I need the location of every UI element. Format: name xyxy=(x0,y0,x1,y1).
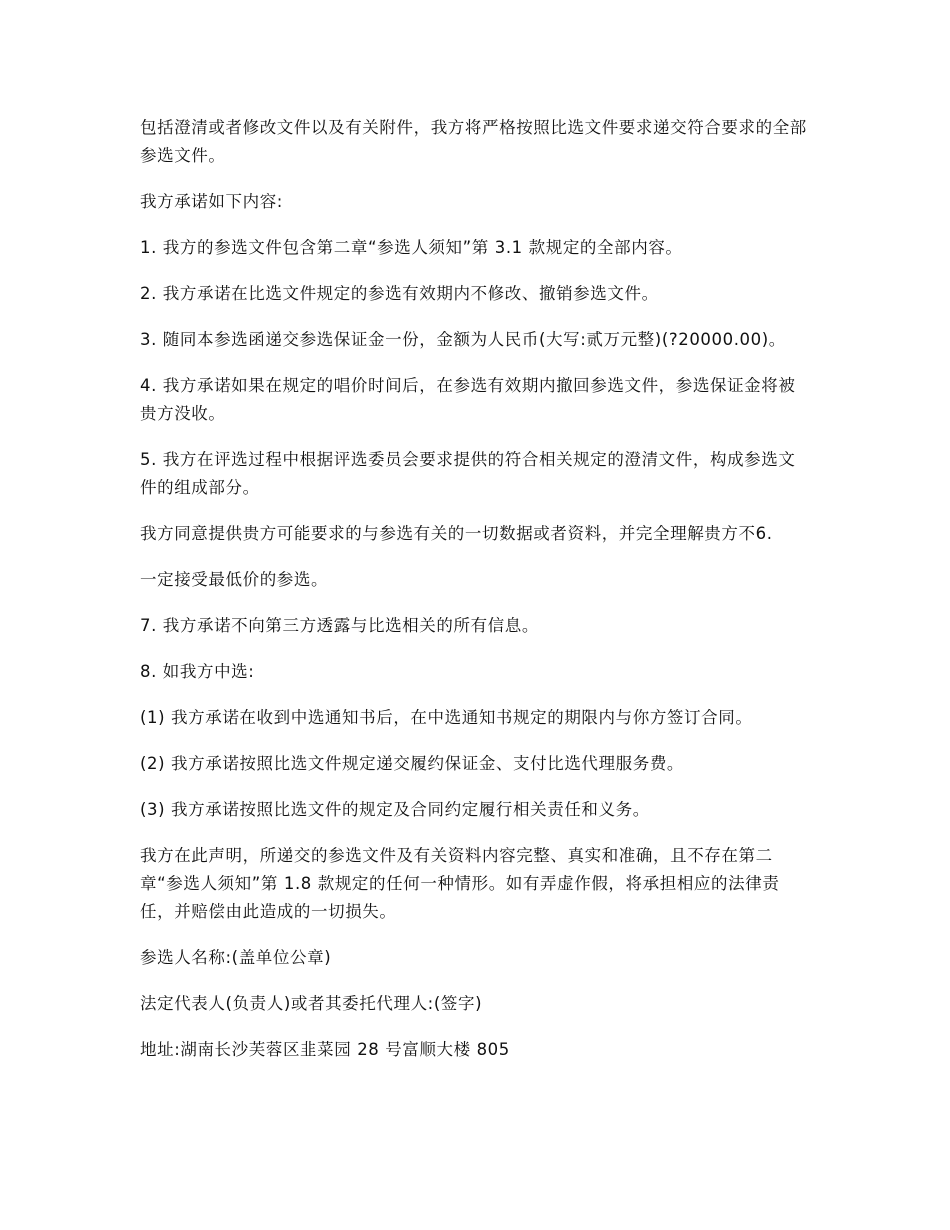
paragraph-applicant-name: 参选人名称:(盖单位公章) xyxy=(140,948,332,967)
paragraph-item-5: 5. 我方在评选过程中根据评选委员会要求提供的符合相关规定的澄清文件，构成参选文件的组成部分。 xyxy=(140,450,796,497)
paragraph-item-4: 4. 我方承诺如果在规定的唱价时间后，在参选有效期内撤回参选文件，参选保证金将被贵方没收。 xyxy=(140,376,796,423)
paragraph-item-2: 2. 我方承诺在比选文件规定的参选有效期内不修改、撤销参选文件。 xyxy=(140,284,659,303)
paragraph-item-7: 7. 我方承诺不向第三方透露与比选相关的所有信息。 xyxy=(140,616,539,635)
paragraph-attachments: 包括澄清或者修改文件以及有关附件，我方将严格按照比选文件要求递交符合要求的全部参选文件。 xyxy=(140,118,807,165)
paragraph-item-1: 1. 我方的参选文件包含第二章“参选人须知”第 3.1 款规定的全部内容。 xyxy=(140,238,683,257)
paragraph-item-8: 8. 如我方中选: xyxy=(140,662,255,681)
paragraph-declaration: 我方在此声明，所递交的参选文件及有关资料内容完整、真实和准确，且不存在第二章“参选人须知”第 1.8 款规定的任何一种情形。如有弄虚作假，将承担相应的法律责任，并赔偿由此造成的一切损失。 xyxy=(140,846,780,921)
paragraph-subitem-2: (2) 我方承诺按照比选文件规定递交履约保证金、支付比选代理服务费。 xyxy=(140,754,685,773)
paragraph-legal-representative: 法定代表人(负责人)或者其委托代理人:(签字) xyxy=(140,994,483,1013)
paragraph-item-6: 我方同意提供贵方可能要求的与参选有关的一切数据或者资料，并完全理解贵方不6. xyxy=(140,524,773,543)
paragraph-subitem-1: (1) 我方承诺在收到中选通知书后，在中选通知书规定的期限内与你方签订合同。 xyxy=(140,708,753,727)
paragraph-address: 地址:湖南长沙芙蓉区韭菜园 28 号富顺大楼 805 xyxy=(140,1040,510,1059)
paragraph-subitem-3: (3) 我方承诺按照比选文件的规定及合同约定履行相关责任和义务。 xyxy=(140,800,650,819)
document-page xyxy=(140,114,812,1082)
paragraph-item-6-continued: 一定接受最低价的参选。 xyxy=(140,570,329,589)
paragraph-commitment-intro: 我方承诺如下内容: xyxy=(140,192,283,211)
paragraph-item-3: 3. 随同本参选函递交参选保证金一份，金额为人民币(大写:贰万元整)(?20000.00)。 xyxy=(140,330,786,349)
